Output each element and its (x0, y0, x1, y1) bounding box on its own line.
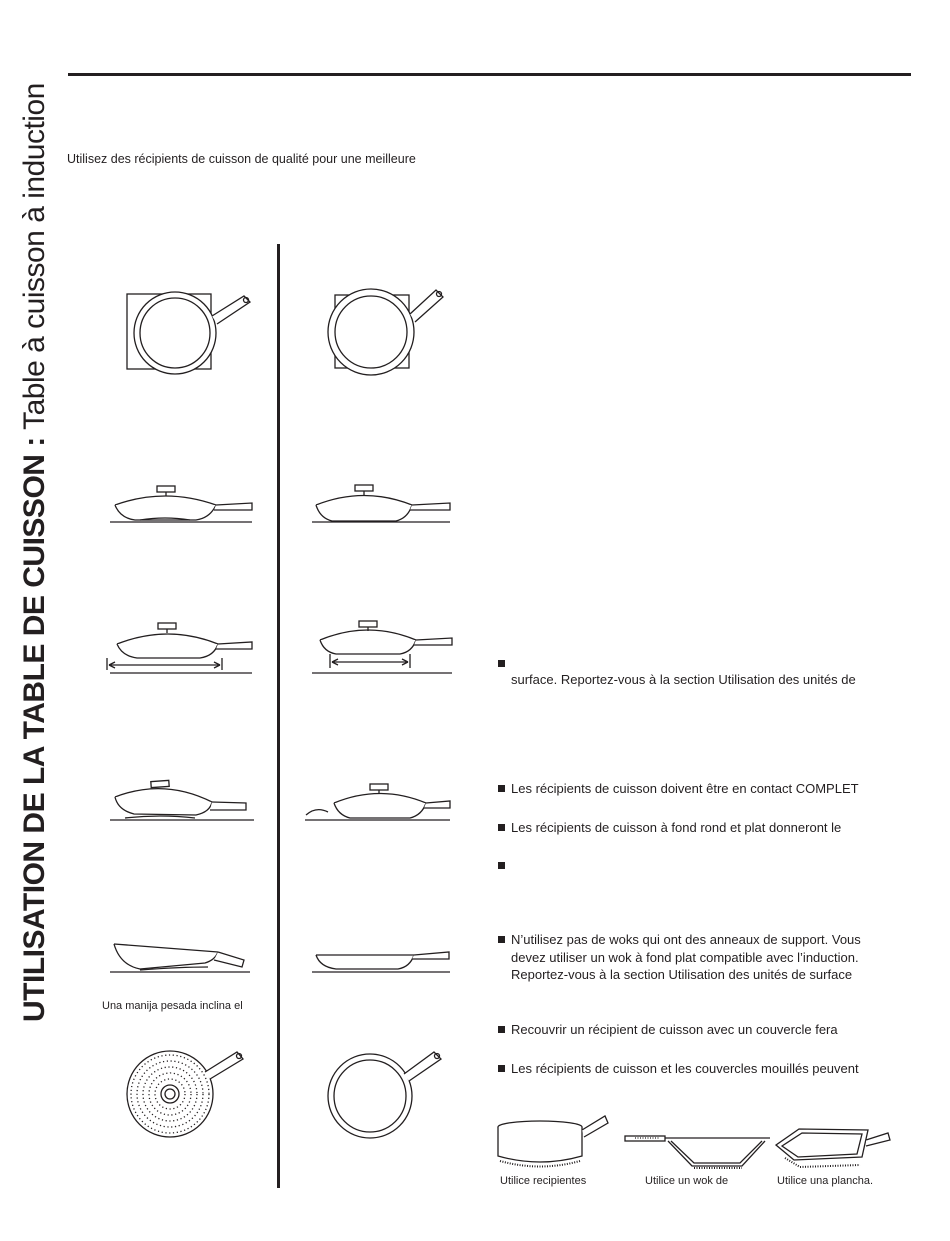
saucepan-figure (498, 1116, 608, 1167)
bullet-marker (498, 660, 505, 667)
bullet-woks-line-3: Reportez-vous à la section Utilisation des unités de surface (511, 967, 853, 982)
pan-centered-element-figure (328, 289, 443, 375)
caption-pots: Utilice recipientes (500, 1175, 587, 1187)
pan-smooth-bottom-figure (328, 1052, 441, 1138)
bullet-woks (498, 931, 861, 949)
bullet-round-flat-text: Les récipients de cuisson à fond rond et plat donneront le (511, 820, 842, 835)
bullet-cover-text: Recouvrir un récipient de cuisson avec un couvercle fera (511, 1022, 838, 1037)
side-title-light: Table à cuisson à induction (18, 83, 51, 438)
pan-balanced-figure (312, 952, 450, 972)
bullet-contact-text: Les récipients de cuisson doivent être en contact COMPLET (511, 781, 859, 796)
empty-bullet-1 (498, 655, 511, 673)
empty-bullet-2 (498, 857, 511, 875)
pan-not-touching-figure (110, 780, 254, 820)
bullet-marker (498, 1065, 505, 1072)
bullet-wet (498, 1060, 859, 1078)
pan-diameter-wide-figure (107, 623, 252, 673)
bullet-marker (498, 785, 505, 792)
bullet-marker (498, 824, 505, 831)
caption-griddle: Utilice una plancha. (777, 1175, 874, 1187)
bullet-marker (498, 1026, 505, 1033)
pan-heavy-handle-tilt-figure (110, 944, 250, 972)
bullet-cover (498, 1021, 838, 1039)
bullet-woks-line-2: devez utiliser un wok à fond plat compatible avec l’induction. (511, 950, 859, 965)
bullet-woks-line-1: N’utilisez pas de woks qui ont des anneaux de support. Vous (511, 932, 861, 947)
heavy-handle-caption: Una manija pesada inclina el (102, 1000, 243, 1012)
surface-reference-text: surface. Reportez-vous à la section Utilisation des unités de (511, 672, 856, 687)
wok-flat-bottom-figure (625, 1136, 770, 1168)
pan-flat-bottom-figure (312, 485, 450, 522)
pan-ridged-bottom-figure (127, 1051, 243, 1137)
pan-full-contact-figure (305, 784, 450, 820)
caption-wok: Utilice un wok de (645, 1175, 729, 1187)
griddle-figure (776, 1129, 890, 1167)
pan-overhanging-element-figure (127, 292, 250, 374)
side-title-bold: UTILISATION DE LA TABLE DE CUISSON : (18, 437, 51, 1022)
bullet-round-flat (498, 819, 841, 837)
intro-text: Utilisez des récipients de cuisson de qualité pour une meilleure (67, 152, 416, 166)
bullet-wet-text: Les récipients de cuisson et les couvercles mouillés peuvent (511, 1061, 859, 1076)
pan-warped-bottom-figure (110, 486, 252, 522)
pan-diameter-matched-figure (312, 621, 452, 673)
bullet-marker (498, 936, 505, 943)
bullet-marker (498, 862, 505, 869)
bullet-contact (498, 780, 859, 798)
